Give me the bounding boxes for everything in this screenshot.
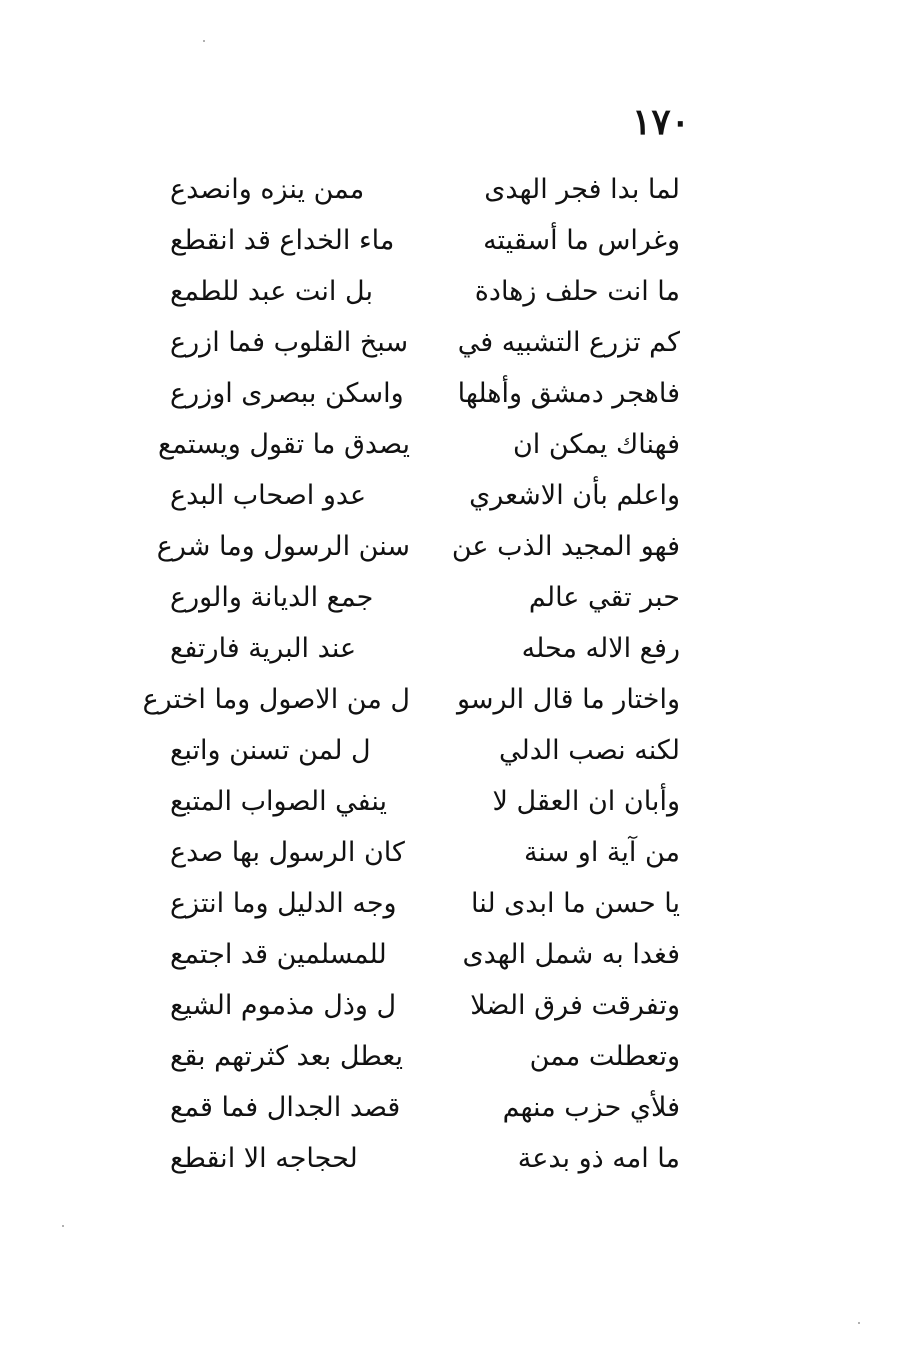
verse-first-hemistich: كم تزرع التشبيه في: [457, 327, 680, 358]
page-number: ١٧٠: [631, 101, 690, 143]
verse-first-hemistich: فلأي حزب منهم: [502, 1092, 680, 1123]
verse-first-hemistich: وأبان ان العقل لا: [492, 786, 680, 817]
verse-second-hemistich: يصدق ما تقول ويستمع: [158, 429, 410, 460]
verse-first-hemistich: واختار ما قال الرسو: [456, 684, 680, 715]
verse-second-hemistich: ل لمن تسنن واتبع: [170, 735, 371, 766]
verse-first-hemistich: لما بدا فجر الهدى: [484, 174, 680, 205]
verse-second-hemistich: عند البرية فارتفع: [170, 633, 357, 664]
verse-second-hemistich: ينفي الصواب المتبع: [170, 786, 388, 817]
verse-first-hemistich: فهو المجيد الذب عن: [451, 531, 680, 562]
verse-second-hemistich: يعطل بعد كثرتهم بقع: [170, 1041, 403, 1072]
verse-line: [170, 368, 680, 419]
verse-line: [158, 419, 680, 470]
verse-first-hemistich: واعلم بأن الاشعري: [469, 480, 680, 511]
verse-second-hemistich: سبخ القلوب فما ازرع: [170, 327, 409, 358]
verse-first-hemistich: فغدا به شمل الهدى: [462, 939, 680, 970]
verse-second-hemistich: سنن الرسول وما شرع: [156, 531, 410, 562]
verse-line: [170, 470, 680, 521]
verse-line: [170, 725, 680, 776]
verse-second-hemistich: ماء الخداع قد انقطع: [170, 225, 395, 256]
verse-line: [170, 1133, 680, 1184]
verse-second-hemistich: عدو اصحاب البدع: [170, 480, 367, 511]
verse-line: [170, 266, 680, 317]
verse-line: [156, 521, 680, 572]
verse-second-hemistich: واسكن ببصرى اوزرع: [170, 378, 404, 409]
verse-first-hemistich: فهناك يمكن ان: [512, 429, 680, 460]
verse-first-hemistich: فاهجر دمشق وأهلها: [457, 378, 680, 409]
verse-second-hemistich: لحجاجه الا انقطع: [170, 1143, 358, 1174]
verse-first-hemistich: ما امه ذو بدعة: [517, 1143, 680, 1174]
verse-first-hemistich: وغراس ما أسقيته: [483, 225, 680, 256]
paper-speck: [62, 1225, 64, 1227]
verse-second-hemistich: بل انت عبد للطمع: [170, 276, 373, 307]
verse-first-hemistich: رفع الاله محله: [521, 633, 680, 664]
verse-line: [170, 164, 680, 215]
verse-line: [170, 878, 680, 929]
poem: [142, 164, 680, 1184]
verse-second-hemistich: كان الرسول بها صدع: [170, 837, 405, 868]
verse-second-hemistich: ممن ينزه وانصدع: [170, 174, 365, 205]
verse-line: [170, 572, 680, 623]
verse-first-hemistich: يا حسن ما ابدى لنا: [470, 888, 680, 919]
verse-first-hemistich: لكنه نصب الدلي: [499, 735, 680, 766]
verse-second-hemistich: وجه الدليل وما انتزع: [170, 888, 397, 919]
verse-line: [170, 317, 680, 368]
verse-line: [170, 1082, 680, 1133]
verse-second-hemistich: ل من الاصول وما اخترع: [142, 684, 410, 715]
verse-second-hemistich: جمع الديانة والورع: [170, 582, 374, 613]
verse-second-hemistich: قصد الجدال فما قمع: [170, 1092, 401, 1123]
paper-speck: [858, 1322, 860, 1324]
paper-speck: [203, 40, 205, 42]
verse-line: [142, 674, 680, 725]
verse-first-hemistich: من آية او سنة: [523, 837, 680, 868]
verse-line: [170, 827, 680, 878]
verse-line: [170, 980, 680, 1031]
verse-line: [170, 1031, 680, 1082]
verse-line: [170, 776, 680, 827]
verse-first-hemistich: وتفرقت فرق الضلا: [470, 990, 680, 1021]
verse-line: [170, 623, 680, 674]
verse-second-hemistich: ل وذل مذموم الشيع: [170, 990, 397, 1021]
verse-first-hemistich: حبر تقي عالم: [528, 582, 680, 613]
verse-second-hemistich: للمسلمين قد اجتمع: [170, 939, 387, 970]
verse-line: [170, 929, 680, 980]
verse-first-hemistich: وتعطلت ممن: [529, 1041, 680, 1072]
verse-first-hemistich: ما انت حلف زهادة: [474, 276, 680, 307]
verse-line: [170, 215, 680, 266]
